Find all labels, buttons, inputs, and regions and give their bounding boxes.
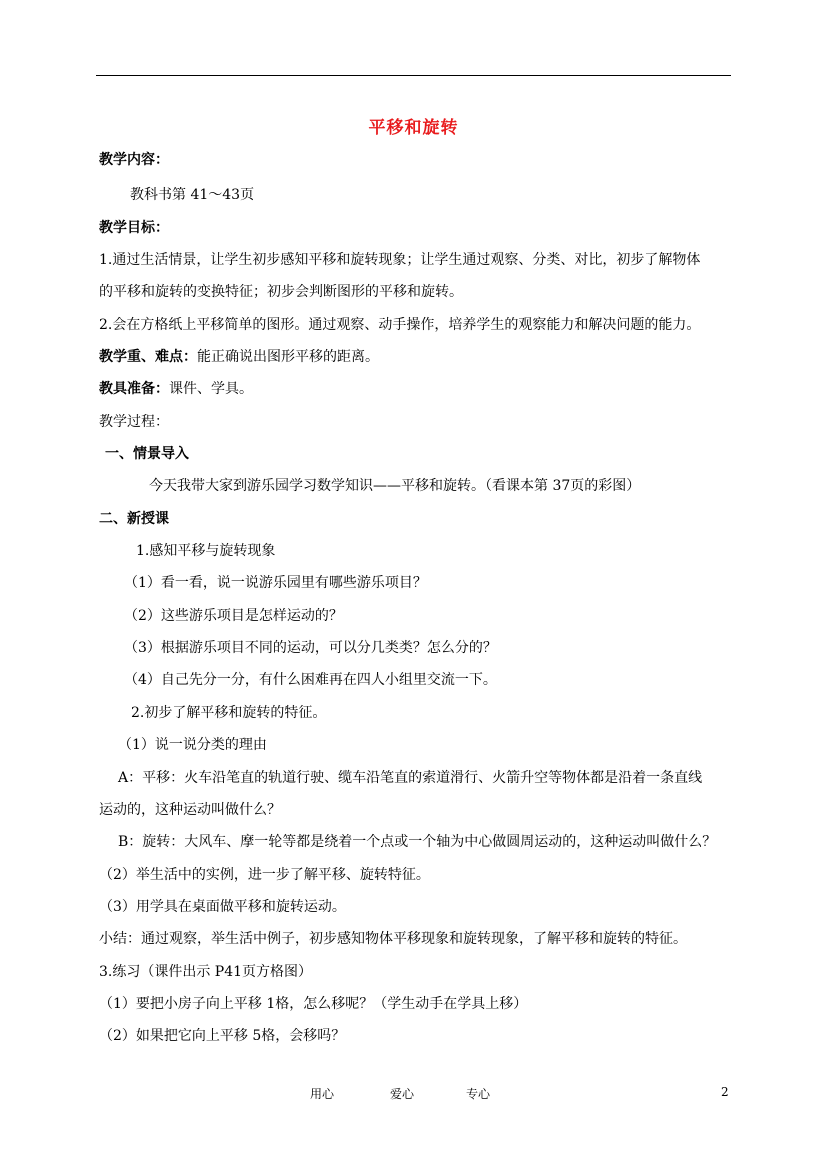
section-heading: 二、新授课 <box>99 511 169 527</box>
text-line: B：旋转：大风车、摩一轮等都是绕着一个点或一个轴为中心做圆周运动的，这种运动叫做什么？ <box>118 834 717 850</box>
text-line: （3）用学具在桌面做平移和旋转运动。 <box>99 899 346 915</box>
text-line: （1）要把小房子向上平移 1格，怎么移呢？（学生动手在学具上移） <box>99 996 528 1012</box>
text-line: 1.感知平移与旋转现象 <box>136 543 276 559</box>
text-line: 小结：通过观察，举生活中例子，初步感知物体平移现象和旋转现象，了解平移和旋转的特征。 <box>99 931 687 947</box>
page-number: 2 <box>721 1085 729 1099</box>
line-label: 教学重、难点： <box>99 349 197 365</box>
labeled-line <box>99 347 379 367</box>
line-text: 课件、学具。 <box>169 381 253 397</box>
text-line: （1）看一看，说一说游乐园里有哪些游乐项目？ <box>124 575 427 591</box>
line-label: 教具准备： <box>99 381 169 397</box>
text-line: 教学过程： <box>99 414 169 430</box>
text-line: （3）根据游乐项目不同的运动，可以分几类类？怎么分的？ <box>124 640 497 656</box>
line-text: 能正确说出图形平移的距离。 <box>197 349 379 365</box>
header-rule <box>96 75 731 76</box>
labeled-line <box>99 379 253 399</box>
text-line: 今天我带大家到游乐园学习数学知识——平移和旋转。（看课本第 37页的彩图） <box>149 478 641 494</box>
text-line: （2）举生活中的实例，进一步了解平移、旋转特征。 <box>99 867 430 883</box>
text-line: （4）自己先分一分，有什么困难再在四人小组里交流一下。 <box>124 672 497 688</box>
text-line: （2）这些游乐项目是怎样运动的？ <box>124 608 343 624</box>
text-line: （1）说一说分类的理由 <box>118 737 267 753</box>
footer-item: 爱心 <box>390 1087 415 1101</box>
text-line: 3.练习（课件出示 P41页方格图） <box>99 964 313 980</box>
page-title: 平移和旋转 <box>368 118 459 138</box>
section-heading: 一、情景导入 <box>105 446 189 462</box>
text-line: 教科书第 41～43页 <box>130 187 255 203</box>
text-line: A：平移：火车沿笔直的轨道行驶、缆车沿笔直的索道滑行、火箭升空等物体都是沿着一条直线 <box>118 770 703 786</box>
section-heading: 教学内容： <box>99 152 169 168</box>
text-line: 运动的，这种运动叫做什么？ <box>99 802 281 818</box>
footer-item: 专心 <box>466 1087 491 1101</box>
section-heading: 教学目标： <box>99 220 169 236</box>
text-line: 2.初步了解平移和旋转的特征。 <box>131 705 327 721</box>
text-line: 2.会在方格纸上平移简单的图形。通过观察、动手操作，培养学生的观察能力和解决问题的能力。 <box>99 317 701 333</box>
text-line: 的平移和旋转的变换特征；初步会判断图形的平移和旋转。 <box>99 284 463 300</box>
footer-item: 用心 <box>310 1087 335 1101</box>
text-line: （2）如果把它向上平移 5格，会移吗？ <box>99 1028 346 1044</box>
text-line: 1.通过生活情景，让学生初步感知平移和旋转现象；让学生通过观察、分类、对比，初步了解物体 <box>99 252 701 268</box>
